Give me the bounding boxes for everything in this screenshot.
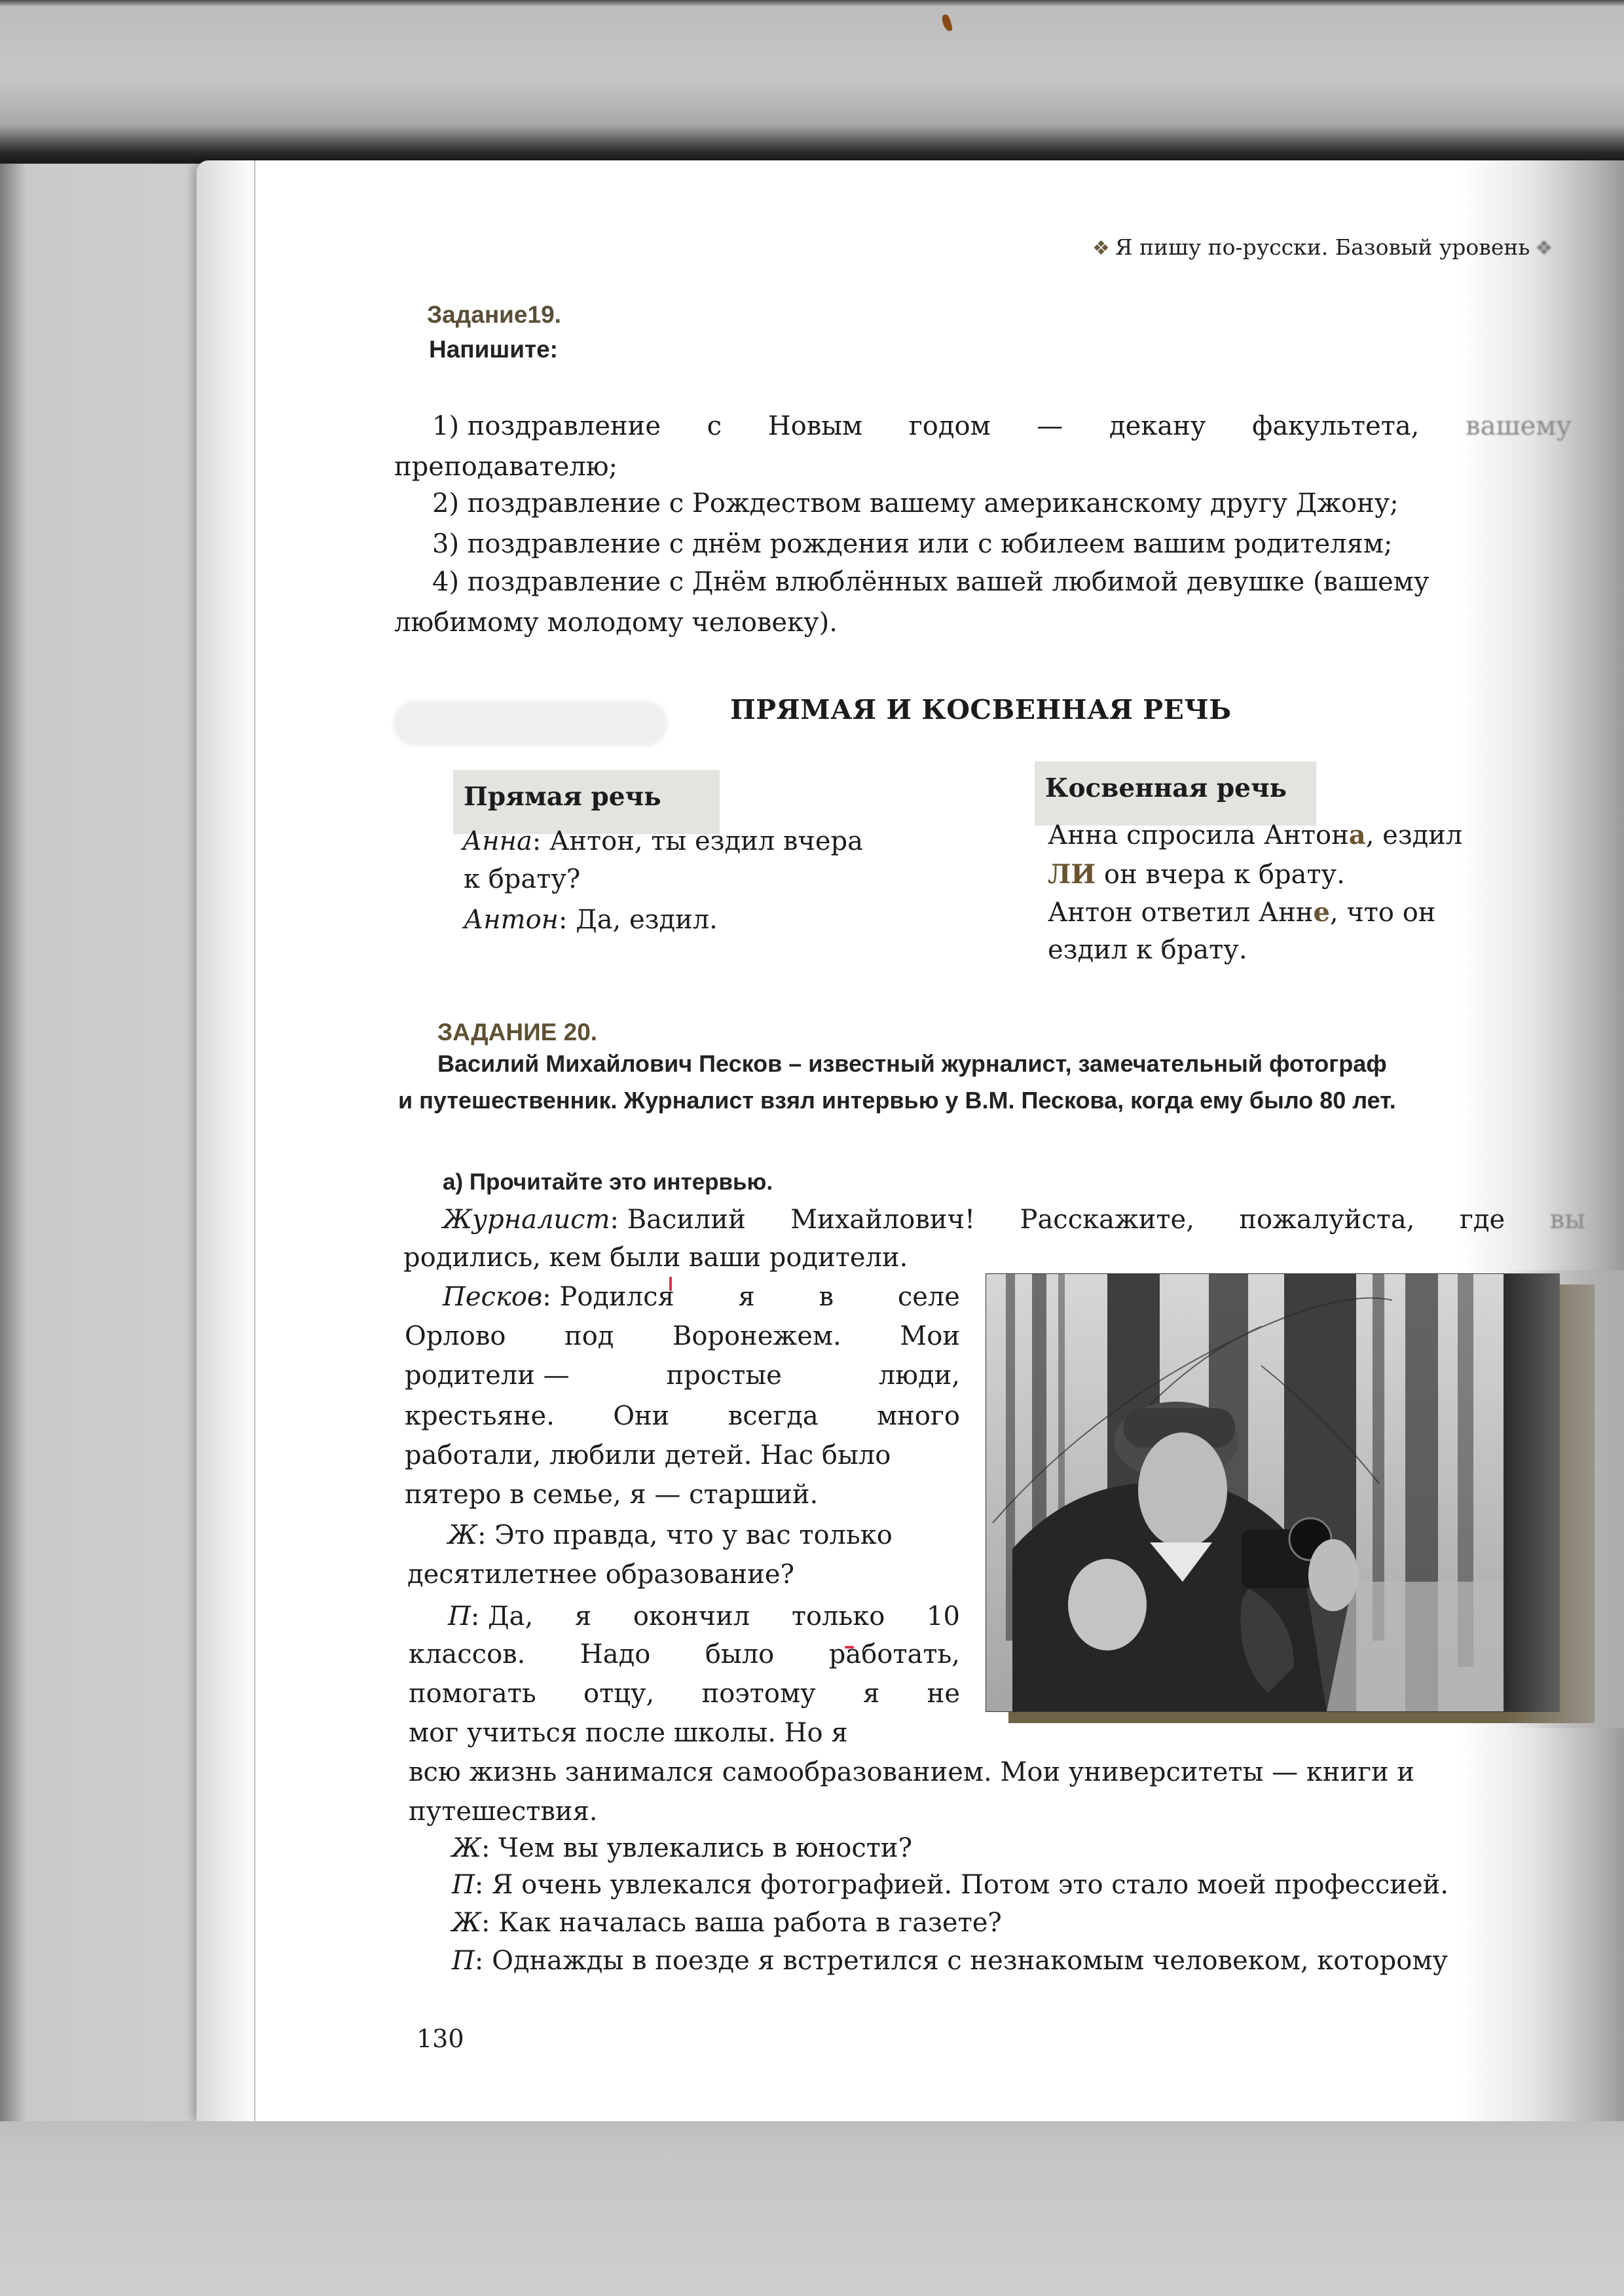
utterance: : Как началась ваша работа в газете? xyxy=(481,1908,1002,1938)
word: в xyxy=(819,1282,834,1312)
utterance: : Антон, ты ездил вчера xyxy=(532,826,863,856)
speaker-name: Ж xyxy=(452,1908,481,1938)
word: под xyxy=(564,1321,614,1351)
interview-a1-line-6: пятеро в семье, я — старший. xyxy=(405,1480,819,1510)
speaker-name: Анна xyxy=(462,826,532,856)
highlighted-ending: а xyxy=(1348,820,1366,850)
speaker-name: П xyxy=(452,1870,475,1900)
interview-q1-line-2: родились, кем были ваши родители. xyxy=(403,1243,908,1273)
speaker-with-word xyxy=(443,1282,674,1312)
section-title: ПРЯМАЯ И КОСВЕННАЯ РЕЧЬ xyxy=(730,694,1232,725)
word: я xyxy=(738,1282,755,1312)
word: Михайлович! xyxy=(790,1205,976,1235)
word: Надо xyxy=(580,1639,651,1669)
direct-speech-line-2: к брату? xyxy=(464,864,581,894)
word: Они xyxy=(613,1401,670,1431)
word: где xyxy=(1459,1205,1505,1235)
word: факультета, xyxy=(1252,411,1420,441)
word: много xyxy=(877,1401,960,1431)
utterance: : Чем вы увлекались в юности? xyxy=(481,1833,913,1863)
indirect-speech-line-2 xyxy=(1048,859,1345,890)
task-19-item-2: 2) поздравление с Рождеством вашему американскому другу Джону; xyxy=(432,488,1399,519)
word: — xyxy=(1037,411,1063,441)
speaker-with-word xyxy=(443,1205,746,1235)
word: не xyxy=(927,1679,960,1709)
word: пожалуйста, xyxy=(1239,1205,1415,1235)
text: , ездил xyxy=(1365,820,1463,850)
speaker-name: Ж xyxy=(448,1520,477,1550)
speaker-name: П xyxy=(452,1946,475,1976)
utterance: : Однажды в поезде я встретился с незнакомым человеком, которому xyxy=(474,1946,1448,1976)
scanner-bottom-margin xyxy=(0,2121,1624,2296)
word: декану xyxy=(1109,411,1206,441)
interview-a2-line-6: путешествия. xyxy=(409,1796,598,1827)
word: : Да, xyxy=(470,1601,534,1631)
word: отцу, xyxy=(583,1679,655,1709)
task-19-item-4-line-1: 4) поздравление с Днём влюблённых вашей любимой девушке (вашему xyxy=(432,567,1430,597)
interview-a2-line-3 xyxy=(409,1679,960,1709)
word: всегда xyxy=(728,1401,819,1431)
task-19-item-1-line-2: преподавателю; xyxy=(394,452,618,482)
interview-a2-line-2 xyxy=(409,1639,960,1669)
interview-a1-line-1 xyxy=(443,1282,960,1312)
direct-speech-label: Прямая речь xyxy=(453,770,720,834)
speaker-name: П xyxy=(448,1601,471,1631)
word: поэтому xyxy=(701,1679,816,1709)
word: селе xyxy=(897,1282,960,1312)
word: помогать xyxy=(409,1679,536,1709)
utterance: : Да, ездил. xyxy=(559,905,718,935)
task-19-item-3: 3) поздравление с днём рождения или с юбилеем вашим родителям; xyxy=(432,529,1393,559)
word: Мои xyxy=(900,1321,960,1351)
word: годом xyxy=(908,411,991,441)
utterance: : Я очень увлекался фотографией. Потом это стало моей профессией. xyxy=(474,1870,1449,1900)
photo-portrait-icon xyxy=(986,1274,1559,1711)
text: Антон ответил Анн xyxy=(1048,898,1314,928)
word: люди, xyxy=(878,1360,960,1391)
interview-a2-line-5: всю жизнь занимался самообразованием. Мои университеты — книги и xyxy=(409,1757,1415,1787)
word: окончил xyxy=(633,1601,750,1631)
indirect-speech-line-3 xyxy=(1048,897,1435,928)
indirect-speech-line-1 xyxy=(1048,820,1462,850)
word: простые xyxy=(666,1360,782,1391)
task-20-intro-line-1: Василий Михайлович Песков – известный журналист, замечательный фотограф xyxy=(437,1050,1387,1077)
interview-a4 xyxy=(452,1946,1448,1976)
speaker-with-word xyxy=(448,1601,533,1631)
interview-a1-line-2 xyxy=(405,1321,960,1351)
task-20-intro-line-2: и путешественник. Журналист взял интервью у В.М. Пескова, когда ему было 80 лет. xyxy=(398,1087,1396,1114)
task-19-item-1-line-1 xyxy=(432,411,1572,441)
running-header xyxy=(1087,234,1558,260)
task-19-instruction: Напишите: xyxy=(429,336,558,363)
interview-a1-line-4 xyxy=(405,1401,960,1431)
word: Орлово xyxy=(405,1321,506,1351)
task-20-label: ЗАДАНИЕ 20. xyxy=(437,1019,598,1046)
word: я xyxy=(574,1601,592,1631)
interview-a1-line-3 xyxy=(405,1360,960,1391)
word: вашему xyxy=(1466,411,1572,441)
word: Новым xyxy=(767,411,863,441)
scanner-top-margin xyxy=(0,0,1624,164)
word: классов. xyxy=(409,1639,526,1669)
word: родители — xyxy=(405,1360,570,1391)
running-header-text: Я пишу по-русски. Базовый уровень xyxy=(1115,234,1530,260)
page-number: 130 xyxy=(416,2024,464,2053)
interview-q2-line-1 xyxy=(448,1520,893,1550)
interview-a3 xyxy=(452,1870,1449,1900)
indirect-speech-line-4: ездил к брату. xyxy=(1048,935,1247,965)
word: было xyxy=(705,1639,775,1669)
text: Анна спросила Антон xyxy=(1048,820,1349,850)
direct-speech-line-3 xyxy=(464,905,718,935)
word: только xyxy=(791,1601,885,1631)
speaker-name: Антон xyxy=(464,905,559,935)
speaker-name: Песков xyxy=(443,1282,543,1312)
path-ground xyxy=(1327,1582,1504,1711)
word: Воронежем. xyxy=(672,1321,841,1351)
highlighted-ending: е xyxy=(1313,897,1330,928)
interview-a1-line-5: работали, любили детей. Нас было xyxy=(405,1440,891,1470)
interview-q1-line-1 xyxy=(443,1205,1585,1235)
word: : Василий xyxy=(610,1205,746,1235)
speaker-name: Ж xyxy=(452,1833,481,1863)
text: , что он xyxy=(1329,898,1436,928)
interview-a2-line-4: мог учиться после школы. Но я xyxy=(409,1718,848,1748)
interview-a2-line-1 xyxy=(448,1601,960,1631)
page-edge xyxy=(254,160,255,2121)
bleed-through-pill xyxy=(393,701,668,746)
text: он вчера к брату. xyxy=(1096,860,1345,890)
indirect-speech-label: Косвенная речь xyxy=(1035,761,1316,826)
interview-q2-line-2: десятилетнее образование? xyxy=(407,1559,794,1590)
word: крестьяне. xyxy=(405,1401,555,1431)
highlighted-particle: ЛИ xyxy=(1048,859,1096,890)
word: вы xyxy=(1549,1205,1585,1235)
word: с xyxy=(707,411,722,441)
word: 1) поздравление xyxy=(432,411,661,441)
scan-edge-fade xyxy=(1506,1270,1624,1728)
task-19-label: Задание19. xyxy=(427,301,561,328)
ornament-icon: ❖ xyxy=(1535,237,1553,260)
task-19-item-4-line-2: любимому молодому человеку). xyxy=(394,608,838,638)
interview-q4 xyxy=(452,1908,1002,1938)
speaker-name: Журналист xyxy=(443,1205,610,1235)
portrait-photo xyxy=(986,1273,1560,1712)
direct-speech-line-1 xyxy=(462,826,863,856)
word: : Родился xyxy=(542,1282,674,1312)
task-20-subtask: а) Прочитайте это интервью. xyxy=(443,1169,773,1195)
interview-q3 xyxy=(452,1833,912,1863)
word: работать, xyxy=(828,1639,960,1669)
utterance: : Это правда, что у вас только xyxy=(477,1520,893,1550)
word: Расскажите, xyxy=(1020,1205,1194,1235)
ornament-icon: ❖ xyxy=(1092,237,1110,260)
word: я xyxy=(863,1679,880,1709)
word: 10 xyxy=(927,1601,960,1631)
